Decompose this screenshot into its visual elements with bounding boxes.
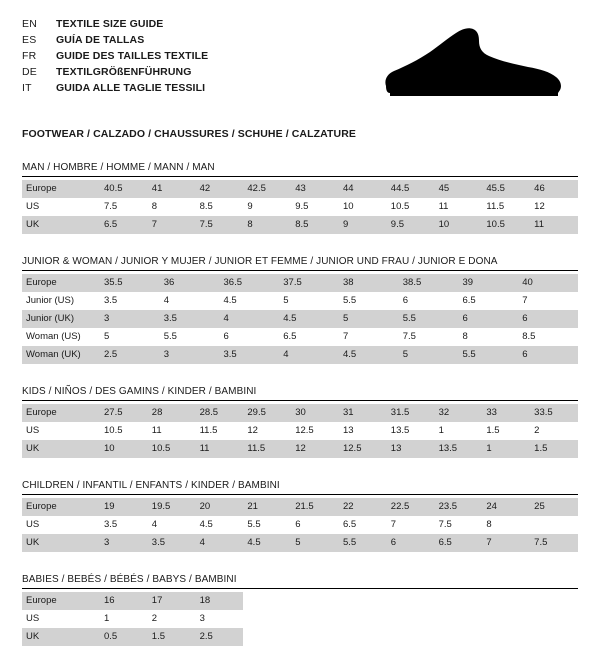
table-row <box>22 310 578 328</box>
language-code: EN <box>22 18 37 30</box>
size-cell: 4.5 <box>220 292 280 310</box>
size-cell: 11 <box>530 216 578 234</box>
size-cell-empty <box>291 610 339 628</box>
size-cell: 5 <box>399 346 459 364</box>
size-cell: 33 <box>482 404 530 422</box>
size-cell: 10.5 <box>387 198 435 216</box>
size-cell: 5.5 <box>459 346 519 364</box>
size-cell: 7 <box>518 292 578 310</box>
table-row <box>22 274 578 292</box>
size-cell: 13 <box>387 440 435 458</box>
size-cell <box>530 516 578 534</box>
language-row <box>22 48 208 64</box>
row-label: Europe <box>22 404 100 422</box>
row-label: Junior (UK) <box>22 310 100 328</box>
size-cell: 6 <box>220 328 280 346</box>
size-group-babies <box>22 574 578 646</box>
size-cell: 6 <box>387 534 435 552</box>
size-cell: 5.5 <box>399 310 459 328</box>
divider <box>22 176 578 177</box>
size-cell: 1.5 <box>530 440 578 458</box>
size-cell: 7.5 <box>435 516 483 534</box>
size-cell: 2 <box>148 610 196 628</box>
size-cell: 7 <box>148 216 196 234</box>
size-cell: 45 <box>435 180 483 198</box>
size-cell: 2.5 <box>100 346 160 364</box>
size-cell-empty <box>291 592 339 610</box>
size-cell: 6 <box>518 346 578 364</box>
size-cell-empty <box>482 628 530 646</box>
row-label: Woman (UK) <box>22 346 100 364</box>
size-cell: 13.5 <box>387 422 435 440</box>
size-cell: 19.5 <box>148 498 196 516</box>
size-cell: 10 <box>435 216 483 234</box>
size-cell: 17 <box>148 592 196 610</box>
size-table <box>22 404 578 458</box>
size-cell: 45.5 <box>482 180 530 198</box>
size-cell: 12 <box>243 422 291 440</box>
size-cell: 9 <box>339 216 387 234</box>
size-cell: 42.5 <box>243 180 291 198</box>
size-cell: 43 <box>291 180 339 198</box>
dress-shoe-icon <box>378 24 568 104</box>
size-cell: 7 <box>387 516 435 534</box>
size-cell: 3.5 <box>100 516 148 534</box>
size-cell: 22.5 <box>387 498 435 516</box>
table-row <box>22 422 578 440</box>
size-cell: 40.5 <box>100 180 148 198</box>
size-cell: 30 <box>291 404 339 422</box>
size-cell: 7.5 <box>399 328 459 346</box>
size-cell: 1.5 <box>148 628 196 646</box>
size-cell: 37.5 <box>279 274 339 292</box>
row-label: UK <box>22 216 100 234</box>
size-cell: 6 <box>291 516 339 534</box>
row-label: Europe <box>22 498 100 516</box>
size-cell: 8 <box>148 198 196 216</box>
size-cell-empty <box>243 592 291 610</box>
size-cell: 38 <box>339 274 399 292</box>
size-cell: 4 <box>148 516 196 534</box>
size-cell: 16 <box>100 592 148 610</box>
size-table <box>22 592 578 646</box>
size-cell-empty <box>482 610 530 628</box>
size-cell: 38.5 <box>399 274 459 292</box>
row-label: Woman (US) <box>22 328 100 346</box>
size-table <box>22 498 578 552</box>
size-cell: 29.5 <box>243 404 291 422</box>
size-cell: 9.5 <box>291 198 339 216</box>
size-cell: 6.5 <box>435 534 483 552</box>
table-row <box>22 534 578 552</box>
size-cell: 39 <box>459 274 519 292</box>
size-cell: 4.5 <box>279 310 339 328</box>
size-cell: 8 <box>243 216 291 234</box>
size-cell: 8.5 <box>518 328 578 346</box>
size-cell-empty <box>243 628 291 646</box>
table-row <box>22 498 578 516</box>
size-cell: 12.5 <box>291 422 339 440</box>
size-cell: 13 <box>339 422 387 440</box>
size-cell: 3.5 <box>100 292 160 310</box>
size-group-man <box>22 162 578 234</box>
size-cell: 33.5 <box>530 404 578 422</box>
size-cell: 31.5 <box>387 404 435 422</box>
size-cell: 28.5 <box>196 404 244 422</box>
size-cell: 5.5 <box>339 534 387 552</box>
size-cell: 4 <box>220 310 280 328</box>
size-cell: 21 <box>243 498 291 516</box>
size-cell: 3.5 <box>220 346 280 364</box>
size-cell: 13.5 <box>435 440 483 458</box>
language-row <box>22 32 208 48</box>
row-label: Europe <box>22 592 100 610</box>
size-cell: 10.5 <box>100 422 148 440</box>
size-group-children <box>22 480 578 552</box>
row-label: US <box>22 610 100 628</box>
row-label: US <box>22 422 100 440</box>
table-row <box>22 516 578 534</box>
size-cell: 11.5 <box>482 198 530 216</box>
size-cell: 27.5 <box>100 404 148 422</box>
size-cell: 3 <box>160 346 220 364</box>
language-title: GUÍA DE TALLAS <box>56 34 145 46</box>
size-cell: 32 <box>435 404 483 422</box>
table-row <box>22 346 578 364</box>
size-cell-empty <box>387 610 435 628</box>
row-label: UK <box>22 628 100 646</box>
size-cell: 20 <box>196 498 244 516</box>
size-group-kids <box>22 386 578 458</box>
size-cell: 6.5 <box>100 216 148 234</box>
size-cell: 22 <box>339 498 387 516</box>
size-cell: 4 <box>196 534 244 552</box>
language-row <box>22 64 208 80</box>
size-cell: 35.5 <box>100 274 160 292</box>
size-cell-empty <box>339 610 387 628</box>
row-label: US <box>22 516 100 534</box>
header <box>22 16 578 112</box>
table-row <box>22 292 578 310</box>
size-cell: 6.5 <box>459 292 519 310</box>
size-cell-empty <box>482 592 530 610</box>
size-cell-empty <box>243 610 291 628</box>
size-cell-empty <box>387 628 435 646</box>
size-cell: 42 <box>196 180 244 198</box>
size-cell: 8 <box>459 328 519 346</box>
size-cell: 24 <box>482 498 530 516</box>
size-cell: 12 <box>530 198 578 216</box>
group-title: JUNIOR & WOMAN / JUNIOR Y MUJER / JUNIOR ET FEMME / JUNIOR UND FRAU / JUNIOR E DONA <box>22 256 498 267</box>
size-cell-empty <box>435 592 483 610</box>
size-cell: 5 <box>291 534 339 552</box>
table-row <box>22 404 578 422</box>
table-row <box>22 628 578 646</box>
size-cell: 11.5 <box>243 440 291 458</box>
size-cell: 10 <box>100 440 148 458</box>
language-code: ES <box>22 34 37 46</box>
table-row <box>22 610 578 628</box>
size-cell: 7.5 <box>100 198 148 216</box>
row-label: US <box>22 198 100 216</box>
size-cell: 4 <box>160 292 220 310</box>
language-row <box>22 80 208 96</box>
table-row <box>22 180 578 198</box>
language-code: IT <box>22 82 32 94</box>
size-cell: 0.5 <box>100 628 148 646</box>
size-cell-empty <box>530 628 578 646</box>
size-cell: 1.5 <box>482 422 530 440</box>
size-cell: 18 <box>196 592 244 610</box>
size-cell: 2 <box>530 422 578 440</box>
size-cell: 7 <box>339 328 399 346</box>
size-cell: 3 <box>196 610 244 628</box>
language-title: TEXTILE SIZE GUIDE <box>56 18 164 30</box>
table-row <box>22 440 578 458</box>
size-cell: 41 <box>148 180 196 198</box>
language-title: TEXTILGRÖßENFÜHRUNG <box>56 66 192 78</box>
size-cell: 21.5 <box>291 498 339 516</box>
size-cell-empty <box>530 592 578 610</box>
size-cell: 1 <box>100 610 148 628</box>
size-cell: 4.5 <box>339 346 399 364</box>
size-cell-empty <box>291 628 339 646</box>
size-cell-empty <box>530 610 578 628</box>
row-label: Europe <box>22 274 100 292</box>
language-code: FR <box>22 50 37 62</box>
language-title: GUIDA ALLE TAGLIE TESSILI <box>56 82 206 94</box>
size-cell: 25 <box>530 498 578 516</box>
group-title: CHILDREN / INFANTIL / ENFANTS / KINDER / BAMBINI <box>22 480 280 491</box>
size-cell: 10.5 <box>482 216 530 234</box>
size-cell: 44 <box>339 180 387 198</box>
size-cell: 8 <box>482 516 530 534</box>
size-cell: 6.5 <box>339 516 387 534</box>
size-cell: 11.5 <box>196 422 244 440</box>
size-cell: 5.5 <box>243 516 291 534</box>
table-row <box>22 198 578 216</box>
size-cell: 5.5 <box>339 292 399 310</box>
table-row <box>22 216 578 234</box>
size-cell-empty <box>435 610 483 628</box>
category-title: FOOTWEAR / CALZADO / CHAUSSURES / SCHUHE / CALZATURE <box>22 128 357 140</box>
size-group-junior-woman <box>22 256 578 364</box>
table-row <box>22 592 578 610</box>
size-cell: 9.5 <box>387 216 435 234</box>
size-cell: 7 <box>482 534 530 552</box>
table-row <box>22 328 578 346</box>
size-cell-empty <box>435 628 483 646</box>
size-cell: 7.5 <box>196 216 244 234</box>
size-cell: 6 <box>399 292 459 310</box>
size-cell: 4.5 <box>243 534 291 552</box>
size-cell: 11 <box>148 422 196 440</box>
size-cell: 19 <box>100 498 148 516</box>
divider <box>22 400 578 401</box>
size-cell: 3.5 <box>148 534 196 552</box>
size-cell: 12 <box>291 440 339 458</box>
divider <box>22 588 578 589</box>
size-cell: 8.5 <box>291 216 339 234</box>
size-cell: 4 <box>279 346 339 364</box>
group-title: MAN / HOMBRE / HOMME / MANN / MAN <box>22 162 215 173</box>
size-cell: 31 <box>339 404 387 422</box>
size-cell: 40 <box>518 274 578 292</box>
size-table <box>22 180 578 234</box>
language-row <box>22 16 208 32</box>
size-cell: 1 <box>482 440 530 458</box>
size-cell: 6 <box>459 310 519 328</box>
size-cell: 6.5 <box>279 328 339 346</box>
size-cell: 12.5 <box>339 440 387 458</box>
row-label: UK <box>22 440 100 458</box>
size-cell: 6 <box>518 310 578 328</box>
size-cell: 1 <box>435 422 483 440</box>
language-code: DE <box>22 66 37 78</box>
group-title: KIDS / NIÑOS / DES GAMINS / KINDER / BAMBINI <box>22 386 257 397</box>
size-cell: 36 <box>160 274 220 292</box>
size-cell: 11 <box>435 198 483 216</box>
size-table <box>22 274 578 364</box>
size-cell: 11 <box>196 440 244 458</box>
row-label: Europe <box>22 180 100 198</box>
size-cell-empty <box>339 592 387 610</box>
size-cell: 4.5 <box>196 516 244 534</box>
size-cell: 7.5 <box>530 534 578 552</box>
size-cell: 5 <box>279 292 339 310</box>
language-title-list <box>22 16 208 96</box>
group-title: BABIES / BEBÉS / BÉBÉS / BABYS / BAMBINI <box>22 574 237 585</box>
size-cell: 28 <box>148 404 196 422</box>
size-cell: 3 <box>100 310 160 328</box>
size-cell: 23.5 <box>435 498 483 516</box>
row-label: UK <box>22 534 100 552</box>
size-cell: 5 <box>100 328 160 346</box>
divider <box>22 494 578 495</box>
size-cell: 8.5 <box>196 198 244 216</box>
size-cell: 5 <box>339 310 399 328</box>
divider <box>22 270 578 271</box>
size-cell: 10.5 <box>148 440 196 458</box>
size-cell: 46 <box>530 180 578 198</box>
row-label: Junior (US) <box>22 292 100 310</box>
language-title: GUIDE DES TAILLES TEXTILE <box>56 50 209 62</box>
size-cell-empty <box>339 628 387 646</box>
size-cell: 3 <box>100 534 148 552</box>
size-cell-empty <box>387 592 435 610</box>
size-cell: 10 <box>339 198 387 216</box>
size-cell: 5.5 <box>160 328 220 346</box>
size-cell: 36.5 <box>220 274 280 292</box>
size-cell: 2.5 <box>196 628 244 646</box>
size-cell: 9 <box>243 198 291 216</box>
size-cell: 3.5 <box>160 310 220 328</box>
size-cell: 44.5 <box>387 180 435 198</box>
